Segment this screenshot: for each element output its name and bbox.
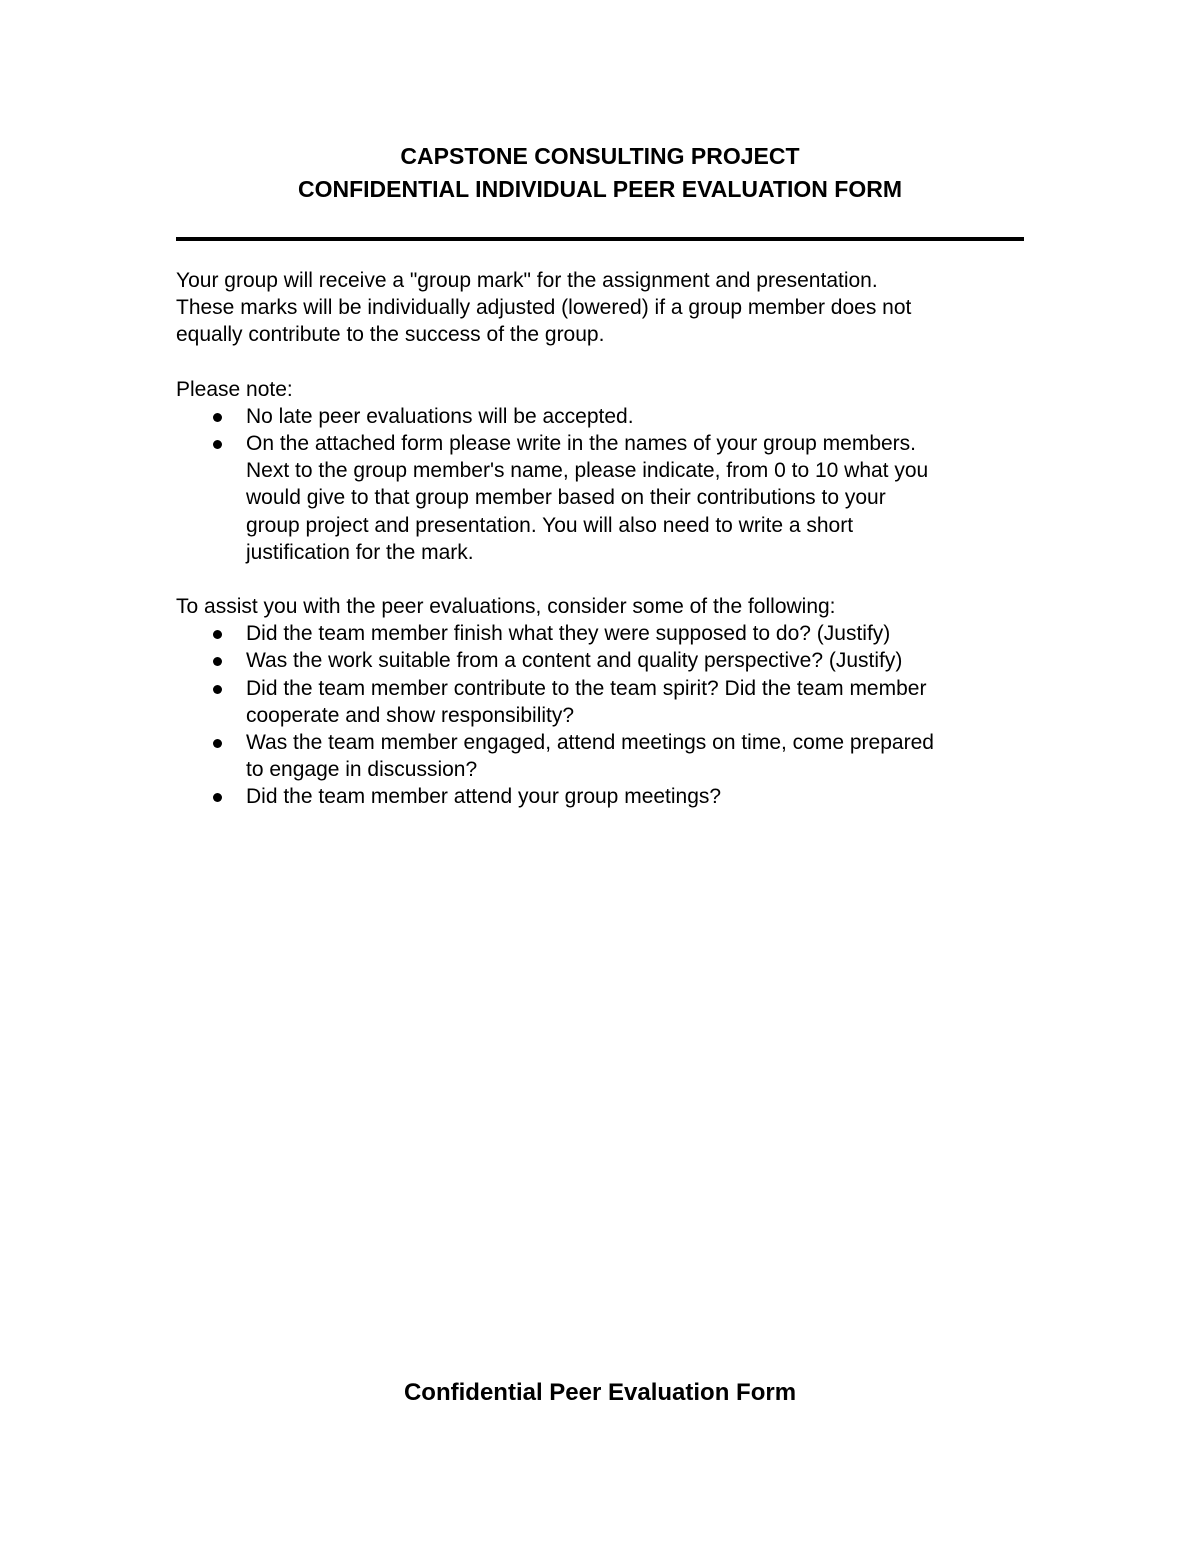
list-item-text: No late peer evaluations will be accepted. bbox=[246, 404, 634, 428]
list-item bbox=[176, 620, 1036, 647]
list-item-text: Did the team member contribute to the team spirit? Did the team member bbox=[246, 676, 927, 700]
list-item bbox=[176, 403, 1036, 430]
list-item-text: Was the team member engaged, attend meetings on time, come prepared bbox=[246, 731, 934, 755]
intro-line-1: Your group will receive a "group mark" for the assignment and presentation. bbox=[176, 269, 878, 292]
instructions-body bbox=[176, 267, 1036, 811]
list-item-text: to engage in discussion? bbox=[246, 758, 478, 782]
list-item bbox=[176, 647, 1036, 674]
list-item-text: Did the team member attend your group meetings? bbox=[246, 785, 722, 809]
intro-line-2: These marks will be individually adjusted (lowered) if a group member does not bbox=[176, 296, 912, 320]
please-note-heading: Please note: bbox=[176, 377, 293, 401]
note-list bbox=[176, 403, 1036, 566]
bullet-icon bbox=[213, 413, 222, 422]
list-item-text: group project and presentation. You will also need to write a short bbox=[246, 513, 854, 537]
list-item-text: cooperate and show responsibility? bbox=[246, 703, 575, 727]
intro-line-3: equally contribute to the success of the group. bbox=[176, 323, 605, 347]
list-item-text: Did the team member finish what they were supposed to do? (Justify) bbox=[246, 622, 891, 646]
intro-paragraph bbox=[176, 267, 1036, 349]
document-title bbox=[176, 140, 1024, 206]
bullet-icon bbox=[213, 685, 222, 694]
bullet-icon bbox=[213, 440, 222, 449]
title-divider bbox=[176, 237, 1024, 241]
form-section-title: Confidential Peer Evaluation Form bbox=[403, 1379, 797, 1406]
list-item-text: justification for the mark. bbox=[246, 540, 474, 564]
list-item-text: Next to the group member's name, please indicate, from 0 to 10 what you bbox=[246, 459, 929, 483]
list-item bbox=[176, 675, 1036, 729]
list-item bbox=[176, 783, 1036, 810]
bullet-icon bbox=[213, 657, 222, 666]
title-line-2: CONFIDENTIAL INDIVIDUAL PEER EVALUATION FORM bbox=[298, 176, 902, 202]
bullet-icon bbox=[213, 739, 222, 748]
spacer bbox=[176, 566, 1036, 593]
spacer bbox=[176, 349, 1036, 376]
assist-heading: To assist you with the peer evaluations, consider some of the following: bbox=[176, 595, 836, 619]
list-item bbox=[176, 430, 1036, 566]
list-item-text: Was the work suitable from a content and quality perspective? (Justify) bbox=[246, 649, 903, 673]
bullet-icon bbox=[213, 793, 222, 802]
title-line-1: CAPSTONE CONSULTING PROJECT bbox=[400, 143, 800, 169]
bullet-icon bbox=[213, 630, 222, 639]
assist-list bbox=[176, 620, 1036, 810]
list-item bbox=[176, 729, 1036, 783]
list-item-text: would give to that group member based on their contributions to your bbox=[246, 486, 886, 510]
list-item-text: On the attached form please write in the names of your group members. bbox=[246, 432, 917, 456]
